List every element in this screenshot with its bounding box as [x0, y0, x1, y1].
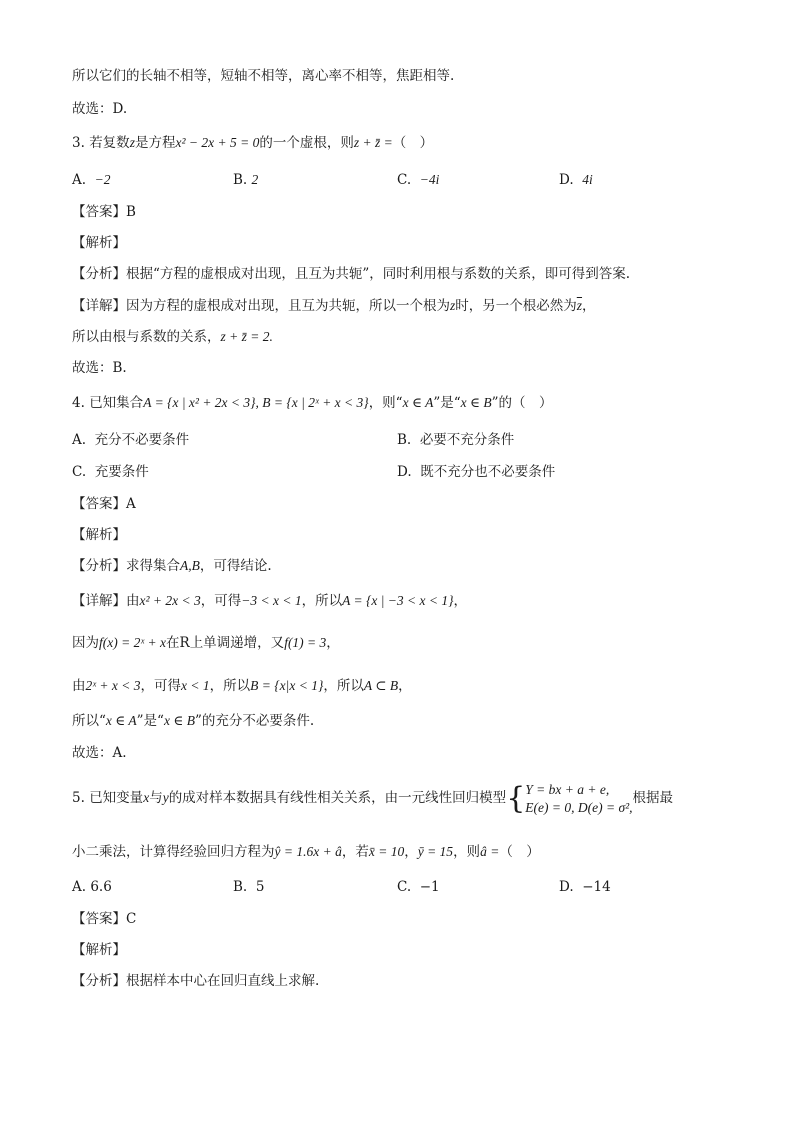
q3-blank: （ ）: [392, 135, 434, 151]
q4-option-a: A. 充分不必要条件: [72, 432, 190, 448]
q5-answer: 【答案】C: [72, 911, 137, 927]
q4-fenxi: 【分析】求得集合A,B，可得结论.: [72, 558, 272, 574]
q3-option-a: A. −2: [72, 172, 111, 188]
q3-option-c: C. −4i: [397, 172, 440, 188]
q5-stem-2: 小二乘法，计算得经验回归方程为ŷ = 1.6x + â，若x̄ = 10，ȳ = 15，则â =（ ）: [72, 844, 540, 860]
q3-number: 3.: [72, 135, 85, 151]
q5-option-b: B. 5: [233, 879, 265, 895]
q3-stem-text: 是方程: [134, 135, 176, 151]
q3-expression: z + z̄ =: [353, 135, 393, 150]
q3-jiexi: 【解析】: [72, 235, 126, 251]
q4-option-d: D. 既不充分也不必要条件: [397, 464, 556, 480]
q4-detail-3: 由2ˣ + x < 3，可得x < 1，所以B = {x|x < 1}，所以A ⊂ B，: [72, 678, 412, 694]
q5-jiexi: 【解析】: [72, 942, 126, 958]
q4-detail-4: 所以“x ∈ A”是“x ∈ B”的充分不必要条件.: [72, 713, 315, 729]
q4-sets: A = {x | x² + 2x < 3}, B = {x | 2ˣ + x < 3}: [143, 395, 369, 410]
q3-choice: 故选：B.: [72, 360, 127, 376]
q4-answer: 【答案】A: [72, 496, 136, 512]
q3-detail-2: 所以由根与系数的关系，z + z̄ = 2.: [72, 329, 273, 345]
q4-detail-1: 【详解】由x² + 2x < 3，可得−3 < x < 1，所以A = {x | −3 < x < 1}，: [72, 593, 468, 609]
q3-equation: x² − 2x + 5 = 0: [175, 135, 260, 150]
q2-choice: 故选：D.: [72, 101, 128, 117]
q4-option-c: C. 充要条件: [72, 464, 149, 480]
q5-option-c: C. −1: [397, 879, 440, 895]
q3-option-b: B. 2: [233, 172, 259, 188]
q3-detail: 【详解】因为方程的虚根成对出现，且互为共轭，所以一个根为z时，另一个根必然为$\overline{z}$，: [72, 298, 596, 314]
q5-fenxi: 【分析】根据样本中心在回归直线上求解.: [72, 973, 320, 989]
q5-option-a: A. 6.6: [72, 879, 112, 895]
q5-stem: 5. 已知变量x与y的成对样本数据具有线性相关关系，由一元线性回归模型{ Y = bx + a + e, E(e) = 0, D(e) = σ², 根据最: [72, 781, 674, 816]
q3-var-z: z: [129, 135, 135, 150]
q5-model: Y = bx + a + e, E(e) = 0, D(e) = σ²,: [525, 781, 633, 815]
q3-answer: 【答案】B: [72, 204, 136, 220]
q3-stem-text: 的一个虚根，则: [259, 135, 354, 151]
q2-conclusion: 所以它们的长轴不相等，短轴不相等，离心率不相等，焦距相等.: [72, 68, 455, 84]
q3-option-d: D. 4i: [559, 172, 593, 188]
q4-option-b: B. 必要不充分条件: [397, 432, 515, 448]
q3-stem: [72, 133, 433, 153]
q4-detail-2: 因为f(x) = 2ˣ + x在R上单调递增，又f(1) = 3，: [72, 635, 340, 651]
q3-stem-text: 若复数: [89, 135, 130, 151]
q4-choice: 故选：A.: [72, 745, 127, 761]
q3-fenxi: 【分析】根据“方程的虚根成对出现，且互为共轭”，同时利用根与系数的关系，即可得到答案.: [72, 266, 631, 282]
q5-option-d: D. −14: [559, 879, 611, 895]
q4-jiexi: 【解析】: [72, 527, 126, 543]
q4-stem: 4. 已知集合A = {x | x² + 2x < 3}, B = {x | 2ˣ + x < 3}，则“x ∈ A”是“x ∈ B”的（ ）: [72, 395, 553, 411]
